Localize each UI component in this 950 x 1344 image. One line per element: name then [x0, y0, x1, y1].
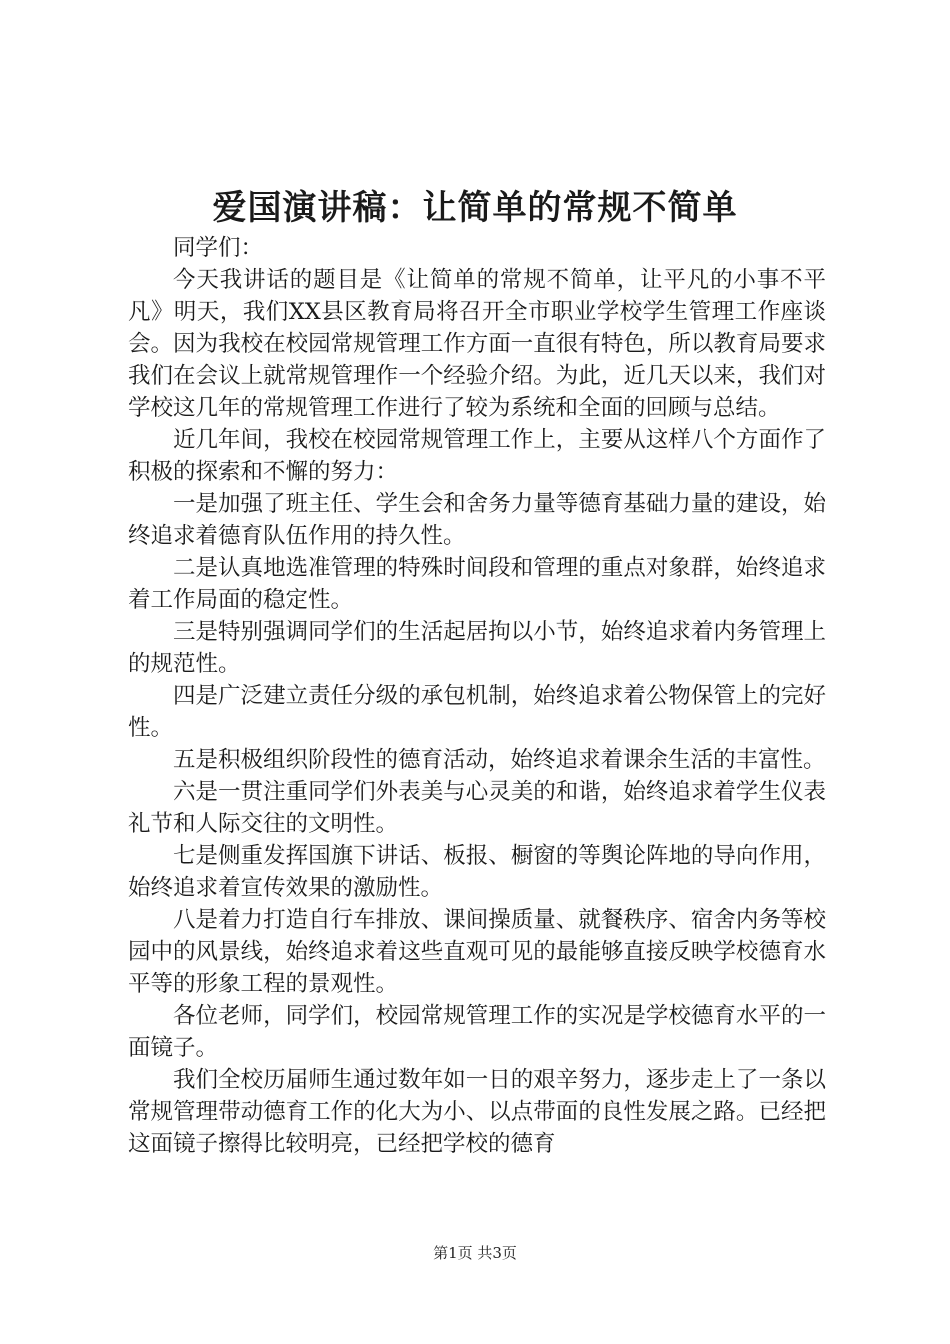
body-paragraph: 八是着力打造自行车排放、课间操质量、就餐秩序、宿舍内务等校园中的风景线，始终追求着这些直观可见的最能够直接反映学校德育水平等的形象工程的景观性。: [128, 907, 826, 997]
body-paragraph: 一是加强了班主任、学生会和舍务力量等德育基础力量的建设，始终追求着德育队伍作用的持久性。: [128, 491, 826, 549]
body-paragraph: 七是侧重发挥国旗下讲话、板报、橱窗的等舆论阵地的导向作用，始终追求着宣传效果的激励性。: [128, 843, 826, 901]
page-number-footer: 第1页 共3页: [433, 1244, 517, 1262]
body-paragraph: 五是积极组织阶段性的德育活动，始终追求着课余生活的丰富性。: [173, 747, 826, 773]
salutation-paragraph: 同学们：: [173, 235, 264, 261]
body-paragraph: 近几年间，我校在校园常规管理工作上，主要从这样八个方面作了积极的探索和不懈的努力：: [128, 427, 826, 485]
document-body: [128, 232, 826, 1160]
body-paragraph: 六是一贯注重同学们外表美与心灵美的和谐，始终追求着学生仪表礼节和人际交往的文明性。: [128, 779, 826, 837]
body-paragraph: 二是认真地选准管理的特殊时间段和管理的重点对象群，始终追求着工作局面的稳定性。: [128, 555, 826, 613]
body-paragraph: 各位老师，同学们，校园常规管理工作的实况是学校德育水平的一面镜子。: [128, 1003, 826, 1061]
body-paragraph: 今天我讲话的题目是《让简单的常规不简单，让平凡的小事不平凡》明天，我们XX县区教育局将召开全市职业学校学生管理工作座谈会。因为我校在校园常规管理工作方面一直很有特色，所以教育局要求我们在会议上就常规管理作一个经验介绍。为此，近几天以来，我们对学校这几年的常规管理工作进行了较为系统和全面的回顾与总结。: [128, 267, 826, 421]
body-paragraph: 四是广泛建立责任分级的承包机制，始终追求着公物保管上的完好性。: [128, 683, 826, 741]
body-paragraph: 我们全校历届师生通过数年如一日的艰辛努力，逐步走上了一条以常规管理带动德育工作的化大为小、以点带面的良性发展之路。已经把这面镜子擦得比较明亮，已经把学校的德育: [128, 1067, 826, 1157]
document-title: 爱国演讲稿：让简单的常规不简单: [212, 188, 738, 228]
body-paragraph: 三是特别强调同学们的生活起居拘以小节，始终追求着内务管理上的规范性。: [128, 619, 826, 677]
